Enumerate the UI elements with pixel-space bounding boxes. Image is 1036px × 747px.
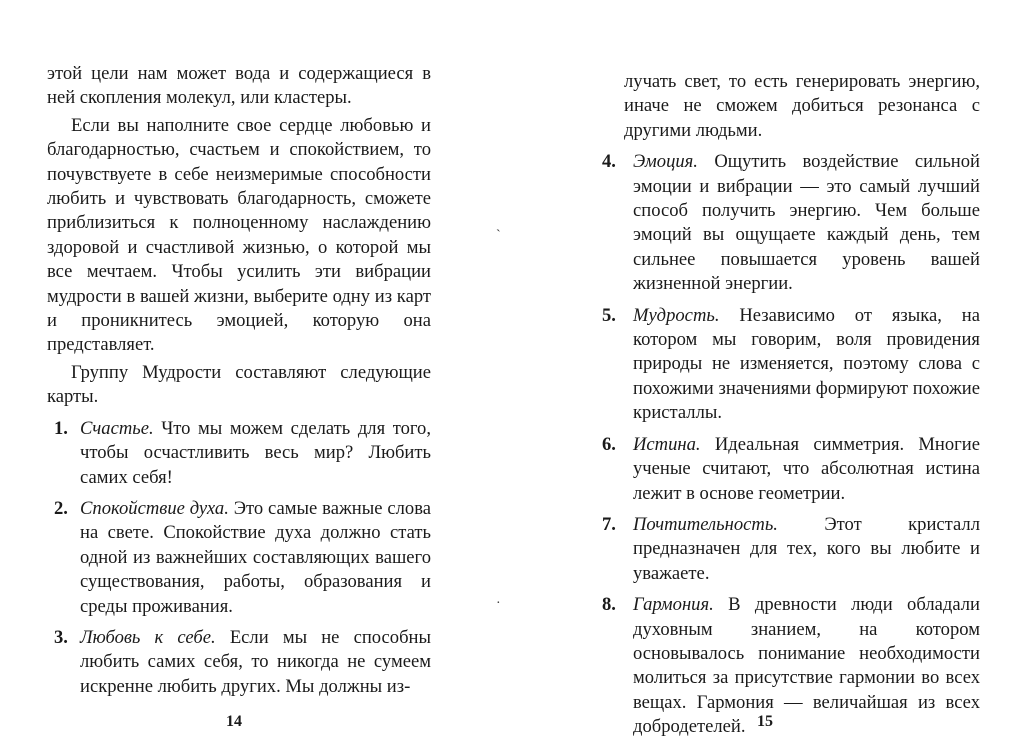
left-page-text [47, 62, 431, 699]
list-item [47, 417, 431, 490]
list-item [47, 497, 431, 619]
item-term: Мудрость. [633, 304, 720, 326]
list-item [602, 593, 980, 739]
item-text: В древности люди обладали духовным знанием, на котором основывалось понимание необходимости молиться за присутствие гармонии во всех вещах. Гармония — величайшая из всех добродетелей. [633, 594, 980, 738]
right-page-text [602, 70, 980, 740]
list-item [602, 150, 980, 296]
item-term: Эмоция. [633, 151, 698, 173]
continuation-text: лучать свет, то есть генерировать энергию, иначе не сможем добиться резонанса с другими людьми. [624, 71, 980, 141]
item-text: Идеальная симметрия. Многие ученые считают, что абсолютная истина лежит в основе геометрии. [633, 433, 980, 504]
list-item [602, 433, 980, 506]
card-list-left [47, 417, 431, 699]
page-number-right: 15 [757, 713, 773, 730]
item-text: Независимо от языка, на котором мы говорим, воля провидения природы не изменяется, поэтому слова с похожими значениями формируют похожие кристаллы. [633, 304, 980, 424]
item-number: 5. [602, 304, 616, 326]
item-number: 2. [54, 497, 68, 519]
list-item [602, 513, 980, 586]
item-text: Этот кристалл предназначен для тех, кого вы любите и уважаете. [633, 513, 980, 584]
item-number: 1. [54, 417, 68, 439]
item-term: Истина. [633, 433, 701, 455]
body-paragraph-2: Группу Мудрости составляют следующие карты. [47, 361, 431, 408]
item-number: 6. [602, 433, 616, 455]
item-text: Если мы не способны любить самих себя, то никогда не сумеем искренне любить других. Мы должны из- [80, 626, 431, 697]
page-number-left: 14 [226, 713, 242, 730]
item-number: 3. [54, 626, 68, 648]
list-item [47, 626, 431, 699]
item-term: Любовь к себе. [80, 626, 216, 648]
card-list-right [602, 150, 980, 739]
intro-paragraph: этой цели нам может вода и содержащиеся в ней скопления молекул, или кластеры. [47, 63, 431, 109]
item-text: Ощутить воздействие сильной эмоции и вибрации — это самый лучший способ получить энергию. Чем больше эмоций вы ощущаете каждый день, тем сильнее повышается уровень вашей жизненной энергии. [633, 151, 980, 295]
item-term: Почтительность. [633, 513, 778, 535]
right-page [518, 0, 1036, 747]
item-term: Счастье. [80, 417, 154, 439]
item-text: Это самые важные слова на свете. Спокойствие духа должно стать одной из важнейших составляющих вашего существования, работы, образования и среды проживания. [80, 497, 431, 617]
body-paragraph-1: Если вы наполните свое сердце любовью и благодарностью, счастьем и спокойствием, то почувствуете в себе неизмеримые способности любить и чувствовать благодарность, сможете приблизиться к полноценному наслаждению здоровой и счастливой жизнью, о которой мы все мечтаем. Чтобы усилить эти вибрации мудрости в вашей жизни, выберите одну из карт и проникнитесь эмоцией, которую она представляет. [47, 114, 431, 356]
item-term: Гармония. [633, 594, 714, 616]
item-number: 8. [602, 594, 616, 616]
list-item [602, 304, 980, 426]
gutter-speck: · [496, 596, 501, 611]
item-term: Спокойствие духа. [80, 497, 229, 519]
item-text: Что мы можем сделать для того, чтобы осчастливить весь мир? Любить самих себя! [80, 417, 431, 488]
item-number: 4. [602, 151, 616, 173]
item-number: 7. [602, 513, 616, 535]
gutter-speck: ˋ [496, 228, 501, 243]
